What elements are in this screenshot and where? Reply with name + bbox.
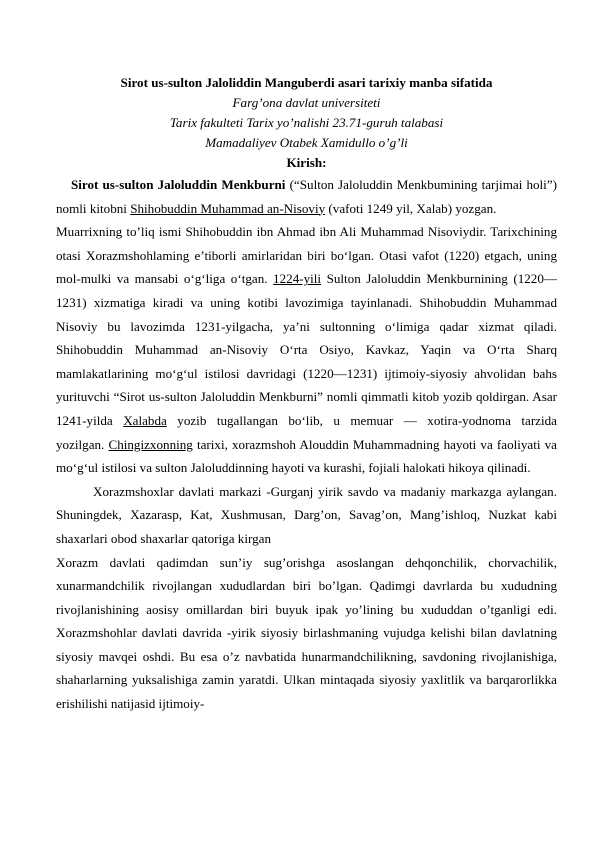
- book-title-bold: Sirot us-sulton Jaloluddin Menkburni: [71, 177, 286, 192]
- paragraph-biography-cont: [56, 433, 557, 480]
- paragraph-cities: Xorazmshoxlar davlati markazi -Gurganj yirik savdo va madaniy markazga aylangan. Shuningdek, Xazarasp, Kat, Xushmusan, Darg’on, Savag’on, Mang’ishloq, Nuzkat kabi shaxarlari obod shaxarlar qatoriga kirgan: [56, 483, 557, 546]
- text: yozib tugallangan bo‘lib, u memuar — xotira-yodnoma tarzida: [166, 412, 557, 428]
- text: Sulton Jaloluddin Menkburnining (1220—1231) xizmatiga kiradi va uning kotibi lavozimiga tayinlanadi. Shihobuddin Muhammad Nisoviy bu lavozimda 1231-yilgacha, ya’ni sultonning o‘limiga qadar xizmat qiladi. Shihobuddin Muhammad an-Nisoviy O‘rta Osiyo, Kavkaz, Yaqin va O‘rta Sharq mamlakatlarining mo‘g‘ul istilosi davridagi (1220—1231) ijtimoiy-siyosiy ahvolidan bahs yurituvchi “Sirot us-sulton Jaloluddin Menkburni” nomli qimmatli kitob yozib qoldirgan. Asar 1241-yilda: [56, 271, 557, 428]
- text: Muarrixning to’liq ismi Shihobuddin ibn Ahmad ibn Ali Muhammad Nisoviydir. Tarixchining otasi Xorazmshohlaming e’tiborli amirlaridan biri bo‘lgan. Otasi vafot (1220) etgach, uning mol-mulki va mansabi o‘g‘liga o‘tgan.: [56, 224, 557, 287]
- paragraph-intro: [56, 173, 557, 220]
- section-heading: Kirish:: [286, 155, 327, 170]
- link-xalab[interactable]: Xalabda: [123, 412, 167, 428]
- paragraph-economy: Xorazm davlati qadimdan sun’iy sug’orishga asoslangan dehqonchilik, chorvachilik, xunarmandchilik rivojlangan xududlardan biri bo’lgan. Qadimgi davrlarda bu xududning rivojlanishining aosisy omillardan biri buyuk ipak yo’lining bu xududdan o’tganligi edi. Xorazmshohlar davlati davrida -yirik siyosiy birlashmaning vujudga kelishi bilan davlatning siyosiy mavqei oshdi. Bu esa o’z navbatida hunarmandchilikning, savdoning rivojlanishiga, shaharlarning yuksalishiga zamin yaratdi. Ulkan mintaqada siyosiy yaxlitlik va barqarorlikka erishilishi natijasid ijtimoiy-: [56, 554, 557, 712]
- author-faculty: Tarix fakulteti Tarix yo’nalishi 23.71-guruh talabasi: [169, 115, 444, 130]
- text: yozilgan.: [56, 436, 109, 452]
- document-title: Sirot us-sulton Jaloliddin Manguberdi asari tarixiy manba sifatida: [120, 75, 493, 90]
- link-chingizxon[interactable]: Chingizxonning: [108, 436, 193, 452]
- document-page: [56, 74, 557, 716]
- link-year[interactable]: 1224-yili: [273, 271, 322, 287]
- text: (vafoti 1249 yil, Xalab) yozgan.: [325, 200, 497, 216]
- author-university: Farg’ona davlat universiteti: [232, 95, 381, 110]
- text: (“Sulton Jaloluddin Menkbumining tarjimai holi”) nomli kitobni: [56, 177, 557, 216]
- paragraph-biography: [56, 220, 557, 432]
- author-name: Mamadaliyev Otabek Xamidullo o’g’li: [205, 135, 408, 150]
- link-author[interactable]: Shihobuddin Muhammad an-Nisoviy: [130, 200, 326, 216]
- text: tarixi, xorazmshoh Alouddin Muhammadning hayoti va faoliyati va mo‘g‘ul istilosi va sulton Jaloluddinning hayoti va kurashi, fojiali halokati hikoya qilinadi.: [56, 436, 557, 476]
